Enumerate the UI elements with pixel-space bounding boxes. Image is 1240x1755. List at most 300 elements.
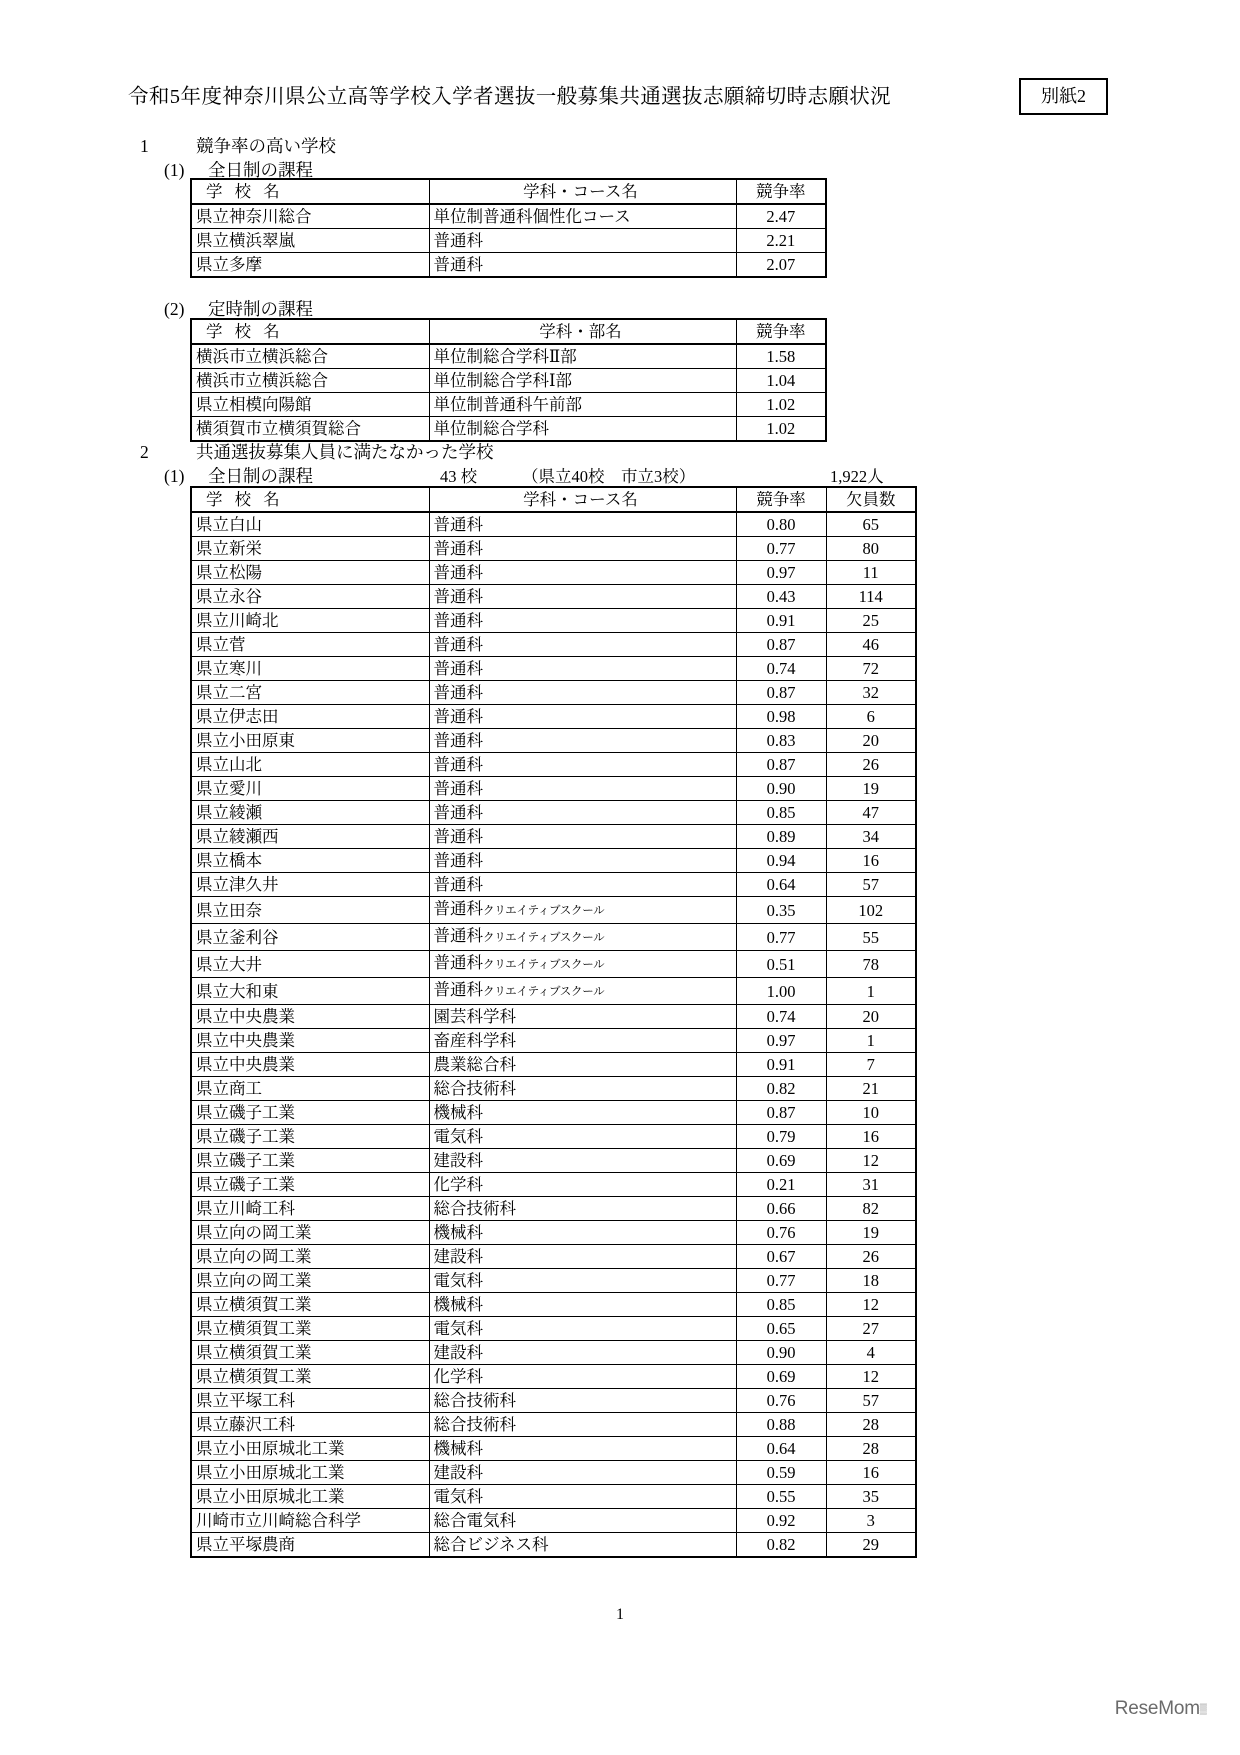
course-name: 普通科	[433, 779, 483, 798]
section-2-sub-1-label: 全日制の課程	[208, 466, 313, 486]
section-1-sub-2-index: (2)	[164, 299, 185, 319]
cell-school: 県立向の岡工業	[191, 1245, 429, 1269]
cell-school: 県立多摩	[191, 253, 429, 278]
cell-course: 単位制総合学科	[429, 417, 736, 442]
cell-course	[429, 825, 736, 849]
table-row	[191, 951, 916, 978]
cell-ratio: 0.88	[736, 1413, 826, 1437]
page-title: 令和5年度神奈川県公立高等学校入学者選抜一般募集共通選抜志願締切時志願状況	[128, 86, 892, 108]
cell-ratio: 0.35	[736, 897, 826, 924]
table-row	[191, 1461, 916, 1485]
course-name: 機械科	[433, 1439, 483, 1458]
cell-ratio: 0.77	[736, 1269, 826, 1293]
column-header-school: 学 校 名	[191, 179, 429, 204]
cell-school: 県立小田原城北工業	[191, 1437, 429, 1461]
cell-school: 県立横須賀工業	[191, 1293, 429, 1317]
cell-ratio: 2.07	[736, 253, 826, 278]
cell-shortage: 20	[826, 1005, 916, 1029]
attachment-tag: 別紙2	[1019, 78, 1108, 115]
cell-shortage: 78	[826, 951, 916, 978]
course-name: 電気科	[433, 1271, 483, 1290]
cell-shortage: 55	[826, 924, 916, 951]
table-row	[191, 1173, 916, 1197]
course-name: 普通科	[433, 851, 483, 870]
cell-shortage: 57	[826, 873, 916, 897]
cell-ratio: 0.89	[736, 825, 826, 849]
table-row	[191, 537, 916, 561]
cell-school: 県立菅	[191, 633, 429, 657]
cell-ratio: 1.00	[736, 978, 826, 1005]
table-row	[191, 369, 826, 393]
cell-shortage: 1	[826, 978, 916, 1005]
cell-ratio: 0.97	[736, 1029, 826, 1053]
cell-course	[429, 1341, 736, 1365]
cell-school: 県立平塚工科	[191, 1389, 429, 1413]
table-body-high-ratio-fulltime	[191, 204, 826, 277]
cell-shortage: 19	[826, 1221, 916, 1245]
cell-course	[429, 1101, 736, 1125]
cell-course	[429, 1317, 736, 1341]
cell-shortage: 10	[826, 1101, 916, 1125]
cell-course	[429, 1197, 736, 1221]
course-name: 普通科	[433, 515, 483, 534]
cell-ratio: 0.67	[736, 1245, 826, 1269]
cell-ratio: 0.98	[736, 705, 826, 729]
cell-shortage: 28	[826, 1437, 916, 1461]
table-body-under-capacity-fulltime	[191, 512, 916, 1557]
table-row	[191, 344, 826, 369]
course-name: 機械科	[433, 1295, 483, 1314]
table-row	[191, 393, 826, 417]
cell-ratio: 0.79	[736, 1125, 826, 1149]
cell-school: 県立藤沢工科	[191, 1413, 429, 1437]
cell-shortage: 26	[826, 1245, 916, 1269]
cell-ratio: 0.55	[736, 1485, 826, 1509]
cell-school: 川崎市立川崎総合科学	[191, 1509, 429, 1533]
cell-school: 県立商工	[191, 1077, 429, 1101]
cell-course	[429, 609, 736, 633]
cell-school: 県立向の岡工業	[191, 1221, 429, 1245]
cell-ratio: 0.83	[736, 729, 826, 753]
section-2-school-count: 43 校	[440, 467, 478, 486]
table-row	[191, 1293, 916, 1317]
cell-ratio: 0.74	[736, 657, 826, 681]
cell-ratio: 0.69	[736, 1149, 826, 1173]
cell-shortage: 26	[826, 753, 916, 777]
column-header-ratio: 競争率	[736, 319, 826, 344]
table-header-row	[191, 487, 916, 512]
cell-shortage: 12	[826, 1149, 916, 1173]
cell-shortage: 28	[826, 1413, 916, 1437]
cell-shortage: 29	[826, 1533, 916, 1558]
course-name: 普通科	[433, 875, 483, 894]
cell-course	[429, 1269, 736, 1293]
course-name: 建設科	[433, 1247, 483, 1266]
course-name: 総合技術科	[433, 1391, 516, 1410]
cell-course	[429, 1509, 736, 1533]
course-name: 畜産科学科	[433, 1031, 516, 1050]
cell-course: 単位制普通科個性化コース	[429, 204, 736, 229]
table-row	[191, 705, 916, 729]
section-2-sub-1	[164, 468, 313, 486]
page-number: 1	[616, 1606, 624, 1623]
watermark-text: ReseMom	[1114, 1698, 1200, 1719]
course-name: 普通科	[433, 803, 483, 822]
cell-ratio: 0.80	[736, 512, 826, 537]
cell-course	[429, 1413, 736, 1437]
table-high-ratio-fulltime	[190, 178, 827, 278]
cell-ratio: 0.59	[736, 1461, 826, 1485]
cell-ratio: 0.65	[736, 1317, 826, 1341]
course-name: 園芸科学科	[433, 1007, 516, 1026]
cell-school: 県立横浜翠嵐	[191, 229, 429, 253]
cell-shortage: 12	[826, 1293, 916, 1317]
section-2-total-people: 1,922人	[830, 467, 884, 486]
cell-ratio: 1.02	[736, 393, 826, 417]
cell-ratio: 0.92	[736, 1509, 826, 1533]
table-row	[191, 1341, 916, 1365]
cell-school: 県立愛川	[191, 777, 429, 801]
cell-course	[429, 705, 736, 729]
cell-ratio: 1.04	[736, 369, 826, 393]
cell-course	[429, 1125, 736, 1149]
course-name: 普通科	[433, 563, 483, 582]
cell-ratio: 0.77	[736, 924, 826, 951]
table-row	[191, 1125, 916, 1149]
cell-course	[429, 801, 736, 825]
cell-shortage: 12	[826, 1365, 916, 1389]
cell-ratio: 0.91	[736, 1053, 826, 1077]
table-row	[191, 1413, 916, 1437]
cell-school: 県立小田原城北工業	[191, 1485, 429, 1509]
cell-ratio: 2.47	[736, 204, 826, 229]
cell-school: 県立津久井	[191, 873, 429, 897]
cell-school: 県立綾瀬西	[191, 825, 429, 849]
table-header-row	[191, 179, 826, 204]
table-row	[191, 897, 916, 924]
cell-shortage: 3	[826, 1509, 916, 1533]
course-name: 普通科	[433, 707, 483, 726]
course-name: 普通科	[433, 683, 483, 702]
table-header-row	[191, 319, 826, 344]
cell-ratio: 0.87	[736, 1101, 826, 1125]
cell-course	[429, 924, 736, 951]
cell-school: 県立大井	[191, 951, 429, 978]
cell-course	[429, 1365, 736, 1389]
table-row	[191, 753, 916, 777]
cell-shortage: 72	[826, 657, 916, 681]
cell-school: 県立綾瀬	[191, 801, 429, 825]
cell-course	[429, 1173, 736, 1197]
cell-ratio: 0.87	[736, 681, 826, 705]
table-under-capacity-fulltime	[190, 486, 917, 1558]
cell-shortage: 82	[826, 1197, 916, 1221]
cell-course	[429, 1461, 736, 1485]
cell-course	[429, 729, 736, 753]
course-name: 普通科	[433, 731, 483, 750]
cell-course	[429, 1245, 736, 1269]
cell-ratio: 0.90	[736, 777, 826, 801]
table-row	[191, 633, 916, 657]
cell-shortage: 80	[826, 537, 916, 561]
section-2-number: 2	[140, 442, 149, 462]
table-row	[191, 561, 916, 585]
cell-shortage: 20	[826, 729, 916, 753]
section-1-sub-1-label: 全日制の課程	[208, 160, 313, 180]
table-row	[191, 777, 916, 801]
table-row	[191, 229, 826, 253]
cell-course	[429, 1077, 736, 1101]
course-name: 総合技術科	[433, 1199, 516, 1218]
cell-ratio: 0.64	[736, 1437, 826, 1461]
column-header-school: 学 校 名	[191, 487, 429, 512]
cell-ratio: 0.76	[736, 1389, 826, 1413]
cell-ratio: 0.85	[736, 801, 826, 825]
table-row	[191, 1437, 916, 1461]
course-name: 普通科	[433, 635, 483, 654]
cell-course	[429, 897, 736, 924]
cell-course	[429, 1533, 736, 1558]
course-name: 総合技術科	[433, 1079, 516, 1098]
cell-school: 県立山北	[191, 753, 429, 777]
course-name: 農業総合科	[433, 1055, 516, 1074]
cell-course: 単位制総合学科Ⅰ部	[429, 369, 736, 393]
course-name: 電気科	[433, 1127, 483, 1146]
column-header-school: 学 校 名	[191, 319, 429, 344]
course-name: 総合電気科	[433, 1511, 516, 1530]
cell-school: 県立中央農業	[191, 1029, 429, 1053]
cell-school: 県立小田原東	[191, 729, 429, 753]
cell-shortage: 16	[826, 1125, 916, 1149]
course-name: 電気科	[433, 1319, 483, 1338]
cell-school: 県立寒川	[191, 657, 429, 681]
cell-shortage: 32	[826, 681, 916, 705]
cell-course	[429, 1149, 736, 1173]
section-2-heading: 共通選抜募集人員に満たなかった学校	[196, 442, 494, 462]
cell-ratio: 2.21	[736, 229, 826, 253]
cell-course	[429, 1221, 736, 1245]
table-row	[191, 1509, 916, 1533]
table-row	[191, 1485, 916, 1509]
cell-shortage: 57	[826, 1389, 916, 1413]
section-1-sub-2	[164, 301, 313, 319]
resemom-watermark	[1115, 1698, 1208, 1720]
cell-shortage: 19	[826, 777, 916, 801]
cell-school: 県立磯子工業	[191, 1173, 429, 1197]
cell-ratio: 0.69	[736, 1365, 826, 1389]
cell-school: 県立二宮	[191, 681, 429, 705]
table-row	[191, 978, 916, 1005]
course-name: 化学科	[433, 1367, 483, 1386]
cell-course	[429, 681, 736, 705]
table-row	[191, 924, 916, 951]
course-name-suffix: クリエイティブスクール	[483, 986, 605, 998]
cell-course	[429, 1053, 736, 1077]
table-row	[191, 204, 826, 229]
section-2-sub-1-index: (1)	[164, 466, 185, 486]
cell-course	[429, 777, 736, 801]
course-name: 総合技術科	[433, 1415, 516, 1434]
cell-course	[429, 537, 736, 561]
table-row	[191, 849, 916, 873]
column-header-course: 学科・コース名	[429, 179, 736, 204]
cell-course	[429, 978, 736, 1005]
course-name: 総合ビジネス科	[433, 1535, 549, 1554]
table-row	[191, 1053, 916, 1077]
cell-course	[429, 1293, 736, 1317]
cell-shortage: 25	[826, 609, 916, 633]
table-row	[191, 1269, 916, 1293]
column-header-shortage: 欠員数	[826, 487, 916, 512]
cell-shortage: 46	[826, 633, 916, 657]
course-name: 普通科	[433, 539, 483, 558]
course-name: 普通科	[433, 899, 483, 918]
cell-course	[429, 585, 736, 609]
cell-school: 県立磯子工業	[191, 1149, 429, 1173]
cell-ratio: 0.64	[736, 873, 826, 897]
table-row	[191, 1077, 916, 1101]
cell-school: 県立横須賀工業	[191, 1365, 429, 1389]
cell-shortage: 16	[826, 1461, 916, 1485]
cell-course	[429, 561, 736, 585]
cell-shortage: 7	[826, 1053, 916, 1077]
table-row	[191, 1029, 916, 1053]
cell-shortage: 34	[826, 825, 916, 849]
course-name: 建設科	[433, 1343, 483, 1362]
table-high-ratio-parttime	[190, 318, 827, 442]
cell-course	[429, 1005, 736, 1029]
cell-shortage: 16	[826, 849, 916, 873]
cell-ratio: 0.51	[736, 951, 826, 978]
cell-course: 単位制総合学科Ⅱ部	[429, 344, 736, 369]
cell-school: 県立相模向陽館	[191, 393, 429, 417]
cell-school: 横須賀市立横須賀総合	[191, 417, 429, 442]
cell-shortage: 27	[826, 1317, 916, 1341]
cell-course	[429, 1437, 736, 1461]
course-name: 機械科	[433, 1223, 483, 1242]
section-1-sub-1	[164, 162, 313, 180]
course-name: 電気科	[433, 1487, 483, 1506]
course-name: 普通科	[433, 659, 483, 678]
table-row	[191, 585, 916, 609]
course-name: 建設科	[433, 1151, 483, 1170]
cell-course	[429, 512, 736, 537]
cell-course	[429, 849, 736, 873]
cell-school: 県立磯子工業	[191, 1101, 429, 1125]
cell-course	[429, 633, 736, 657]
column-header-course: 学科・コース名	[429, 487, 736, 512]
course-name: 普通科	[433, 611, 483, 630]
cell-course: 普通科	[429, 229, 736, 253]
table-row	[191, 1317, 916, 1341]
cell-ratio: 0.82	[736, 1077, 826, 1101]
table-row	[191, 801, 916, 825]
cell-course: 単位制普通科午前部	[429, 393, 736, 417]
table-row	[191, 253, 826, 278]
table-row	[191, 1149, 916, 1173]
cell-shortage: 114	[826, 585, 916, 609]
cell-shortage: 65	[826, 512, 916, 537]
cell-school: 県立横須賀工業	[191, 1317, 429, 1341]
course-name: 普通科	[433, 926, 483, 945]
cell-course	[429, 873, 736, 897]
cell-course	[429, 1389, 736, 1413]
cell-school: 県立向の岡工業	[191, 1269, 429, 1293]
cell-school: 県立橋本	[191, 849, 429, 873]
cell-ratio: 0.87	[736, 633, 826, 657]
cell-shortage: 21	[826, 1077, 916, 1101]
course-name: 普通科	[433, 587, 483, 606]
table-body-high-ratio-parttime	[191, 344, 826, 441]
table-row	[191, 1005, 916, 1029]
cell-course	[429, 753, 736, 777]
column-header-ratio: 競争率	[736, 179, 826, 204]
table-row	[191, 609, 916, 633]
cell-ratio: 0.82	[736, 1533, 826, 1558]
cell-school: 県立神奈川総合	[191, 204, 429, 229]
section-2-breakdown: （県立40校 市立3校）	[522, 467, 696, 486]
table-row	[191, 1101, 916, 1125]
cell-course	[429, 951, 736, 978]
cell-shortage: 11	[826, 561, 916, 585]
column-header-ratio: 競争率	[736, 487, 826, 512]
cell-ratio: 0.91	[736, 609, 826, 633]
cell-school: 県立中央農業	[191, 1005, 429, 1029]
cell-shortage: 4	[826, 1341, 916, 1365]
cell-shortage: 47	[826, 801, 916, 825]
table-row	[191, 729, 916, 753]
course-name-suffix: クリエイティブスクール	[483, 905, 605, 917]
cell-shortage: 31	[826, 1173, 916, 1197]
table-row	[191, 1389, 916, 1413]
cell-shortage: 35	[826, 1485, 916, 1509]
course-name-suffix: クリエイティブスクール	[483, 959, 605, 971]
cell-ratio: 0.77	[736, 537, 826, 561]
table-row	[191, 1365, 916, 1389]
table-row	[191, 681, 916, 705]
cell-school: 県立大和東	[191, 978, 429, 1005]
cell-school: 横浜市立横浜総合	[191, 344, 429, 369]
course-name: 普通科	[433, 953, 483, 972]
section-1-number: 1	[140, 136, 149, 156]
cell-school: 県立小田原城北工業	[191, 1461, 429, 1485]
course-name: 建設科	[433, 1463, 483, 1482]
cell-school: 県立川崎工科	[191, 1197, 429, 1221]
column-header-course: 学科・部名	[429, 319, 736, 344]
table-row	[191, 657, 916, 681]
table-row	[191, 1533, 916, 1558]
cell-shortage: 6	[826, 705, 916, 729]
course-name: 普通科	[433, 827, 483, 846]
table-row	[191, 512, 916, 537]
cell-school: 県立横須賀工業	[191, 1341, 429, 1365]
cell-ratio: 0.43	[736, 585, 826, 609]
cell-course	[429, 657, 736, 681]
cell-ratio: 1.02	[736, 417, 826, 442]
cell-school: 県立釜利谷	[191, 924, 429, 951]
cell-school: 県立平塚農商	[191, 1533, 429, 1558]
cell-shortage: 102	[826, 897, 916, 924]
table-row	[191, 1197, 916, 1221]
cell-school: 県立新栄	[191, 537, 429, 561]
cell-ratio: 0.76	[736, 1221, 826, 1245]
cell-shortage: 1	[826, 1029, 916, 1053]
cell-course	[429, 1029, 736, 1053]
cell-school: 県立松陽	[191, 561, 429, 585]
cell-ratio: 0.74	[736, 1005, 826, 1029]
cell-ratio: 0.87	[736, 753, 826, 777]
course-name: 普通科	[433, 980, 483, 999]
